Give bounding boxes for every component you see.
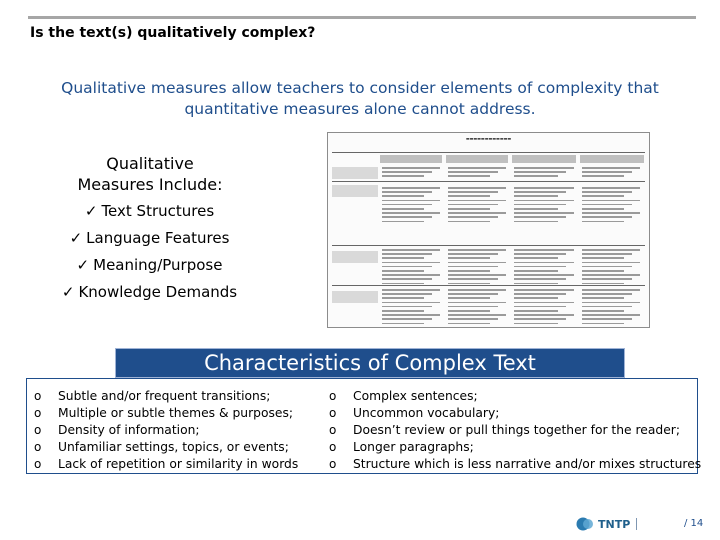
measure-label: Meaning/Purpose	[93, 256, 223, 274]
characteristics-right-list	[329, 388, 701, 473]
list-item: o Multiple or subtle themes & purposes;	[34, 406, 294, 420]
measure-item	[52, 227, 247, 254]
list-item: o Longer paragraphs;	[329, 440, 474, 454]
check-icon: ✓	[76, 256, 90, 274]
list-item: o Lack of repetition or similarity in words	[34, 457, 299, 471]
list-item: o Subtle and/or frequent transitions;	[34, 389, 271, 403]
rubric-thumbnail-texture: ▬▬▬▬▬▬▬▬▬▬▬▬	[465, 136, 512, 141]
bullet-icon: o	[329, 423, 337, 437]
bullet-icon: o	[34, 423, 42, 437]
logo-divider	[636, 518, 637, 530]
tntp-logo	[576, 516, 637, 532]
measures-heading-line-1: Qualitative	[106, 154, 194, 173]
slide-title: Is the text(s) qualitatively complex?	[30, 25, 316, 41]
measure-item	[52, 200, 247, 227]
list-item: o Doesn’t review or pull things together for the reader;	[329, 423, 680, 437]
intro-line-2: quantitative measures alone cannot address.	[184, 100, 536, 118]
measure-item	[52, 281, 247, 308]
check-icon: ✓	[69, 229, 83, 247]
measures-heading	[60, 153, 240, 195]
list-item: o Unfamiliar settings, topics, or events;	[34, 440, 289, 454]
check-icon: ✓	[84, 202, 98, 220]
tntp-logo-mark-icon	[576, 516, 594, 532]
bullet-icon: o	[329, 389, 337, 403]
list-item: o Complex sentences;	[329, 389, 478, 403]
bullet-icon: o	[329, 457, 337, 471]
list-item: o Structure which is less narrative and/or mixes structures	[329, 457, 702, 471]
measures-list	[52, 200, 247, 308]
list-item: o Density of information;	[34, 423, 200, 437]
measure-label: Language Features	[86, 229, 230, 247]
logo-text: TNTP	[598, 517, 631, 531]
bullet-icon: o	[34, 457, 42, 471]
intro-text	[40, 78, 680, 120]
characteristics-left-list	[34, 388, 298, 473]
bullet-icon: o	[34, 440, 42, 454]
characteristics-banner: Characteristics of Complex Text	[115, 348, 625, 378]
check-icon: ✓	[61, 283, 75, 301]
bullet-icon: o	[34, 406, 42, 420]
intro-line-1: Qualitative measures allow teachers to consider elements of complexity that	[61, 79, 659, 97]
bullet-icon: o	[34, 389, 42, 403]
rubric-thumbnail	[327, 132, 650, 328]
measure-label: Knowledge Demands	[78, 283, 238, 301]
measure-label: Text Structures	[101, 202, 215, 220]
measures-heading-line-2: Measures Include:	[77, 175, 223, 194]
page-number: / 14	[684, 518, 704, 529]
list-item: o Uncommon vocabulary;	[329, 406, 500, 420]
bullet-icon: o	[329, 440, 337, 454]
top-rule	[28, 16, 696, 19]
measure-item	[52, 254, 247, 281]
bullet-icon: o	[329, 406, 337, 420]
